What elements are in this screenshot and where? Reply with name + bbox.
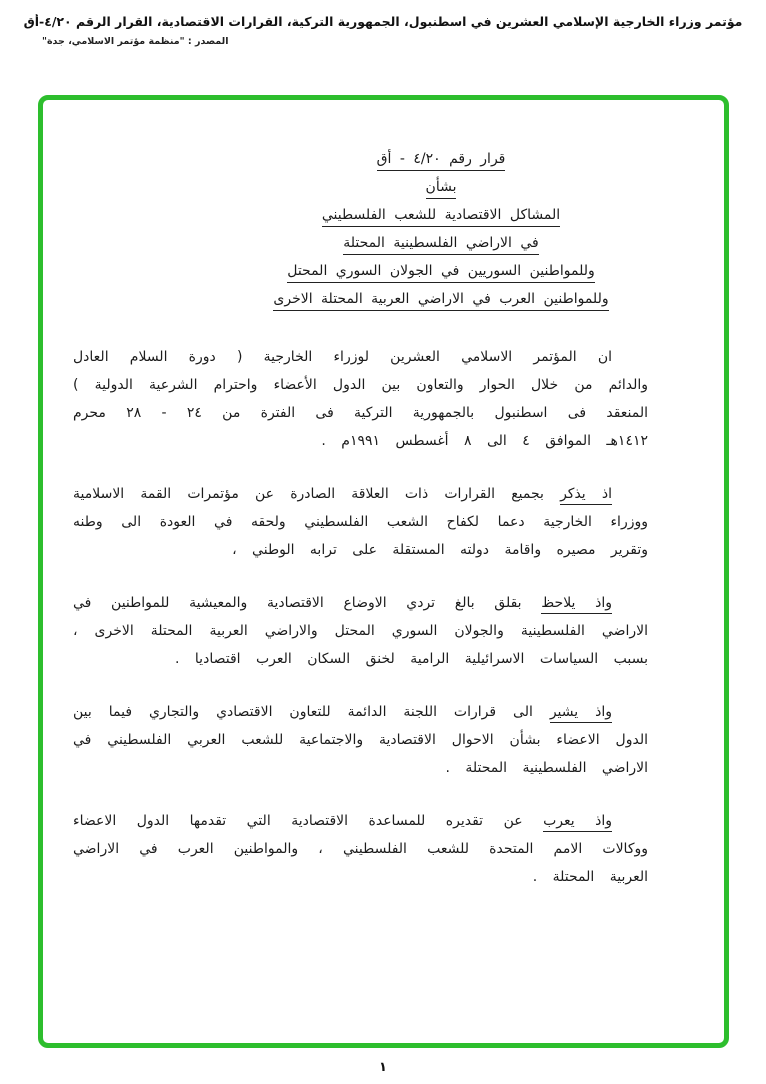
resolution-paragraph: اذ يذكر بجميع القرارات ذات العلاقة الصادرة عن مؤتمرات القمة الاسلامية ووزراء الخارجية دعما لكفاح الشعب الفلسطيني ولحقه في العودة الى وطنه وتقرير مصيره واقامة دولته المستقلة على ترابه الوطني ، (73, 486, 648, 558)
document-caption-title: مؤتمر وزراء الخارجية الإسلامي العشرين في اسطنبول، الجمهورية التركية، القرارات الاقتصادية، القرار الرقم ٤/٢٠-أق (23, 14, 743, 29)
resolution-title-line: بشأن (234, 174, 648, 201)
resolution-title-block (234, 146, 648, 313)
resolution-title-line: قرار رقم ٤/٢٠ - أق (234, 146, 648, 173)
resolution-paragraph: واذ يشير الى قرارات اللجنة الدائمة للتعاون الاقتصادي والتجاري فيما بين الدول الاعضاء بشأن الاحوال الاقتصادية والاجتماعية للشعب العربي الفلسطيني في الاراضي الفلسطينية المحتلة . (73, 704, 648, 776)
resolution-paragraph: ان المؤتمر الاسلامي العشرين لوزراء الخارجية ( دورة السلام العادل والدائم من خلال الحوار والتعاون بين الدول الأعضاء واحترام الشرعية الدولية ) المنعقد فى اسطنبول بالجمهورية التركية فى الفترة من ٢٤ - ٢٨ محرم ١٤١٢هـ الموافق ٤ الى ٨ أغسطس ١٩٩١م . (73, 349, 648, 449)
page-footer (0, 1056, 766, 1075)
page-header (0, 0, 766, 47)
resolution-title-line: المشاكل الاقتصادية للشعب الفلسطيني (234, 202, 648, 229)
scanned-document-frame (38, 95, 729, 1048)
resolution-paragraph: واذ يلاحظ بقلق بالغ تردي الاوضاع الاقتصادية والمعيشية للمواطنين في الاراضي الفلسطينية والجولان السوري المحتل والاراضي العربية المحتلة الاخرى ، بسبب السياسات الاسرائيلية الرامية لخنق السكان العرب اقتصاديا . (73, 595, 648, 667)
paragraph-lead-phrase: واذ يلاحظ (541, 595, 612, 614)
resolution-title-line: وللمواطنين العرب في الاراضي العربية المحتلة الاخرى (234, 286, 648, 313)
paragraph-lead-phrase: واذ يشير (550, 704, 612, 723)
resolution-title-line: وللمواطنين السوريين في الجولان السوري المحتل (234, 258, 648, 285)
resolution-body (73, 343, 648, 891)
resolution-paragraph: واذ يعرب عن تقديره للمساعدة الاقتصادية التي تقدمها الدول الاعضاء ووكالات الامم المتحدة للشعب الفلسطيني ، والمواطنين العرب في الاراضي العربية المحتلة . (73, 813, 648, 885)
document-source-line: المصدر : "منظمة مؤتمر الاسلامي، جدة" (42, 36, 229, 47)
page-number: ١ (379, 1060, 387, 1075)
paragraph-lead-phrase: واذ يعرب (543, 813, 612, 832)
scanned-document-page (43, 100, 724, 1043)
paragraph-lead-phrase: اذ يذكر (560, 486, 612, 505)
resolution-title-line: في الاراضي الفلسطينية المحتلة (234, 230, 648, 257)
